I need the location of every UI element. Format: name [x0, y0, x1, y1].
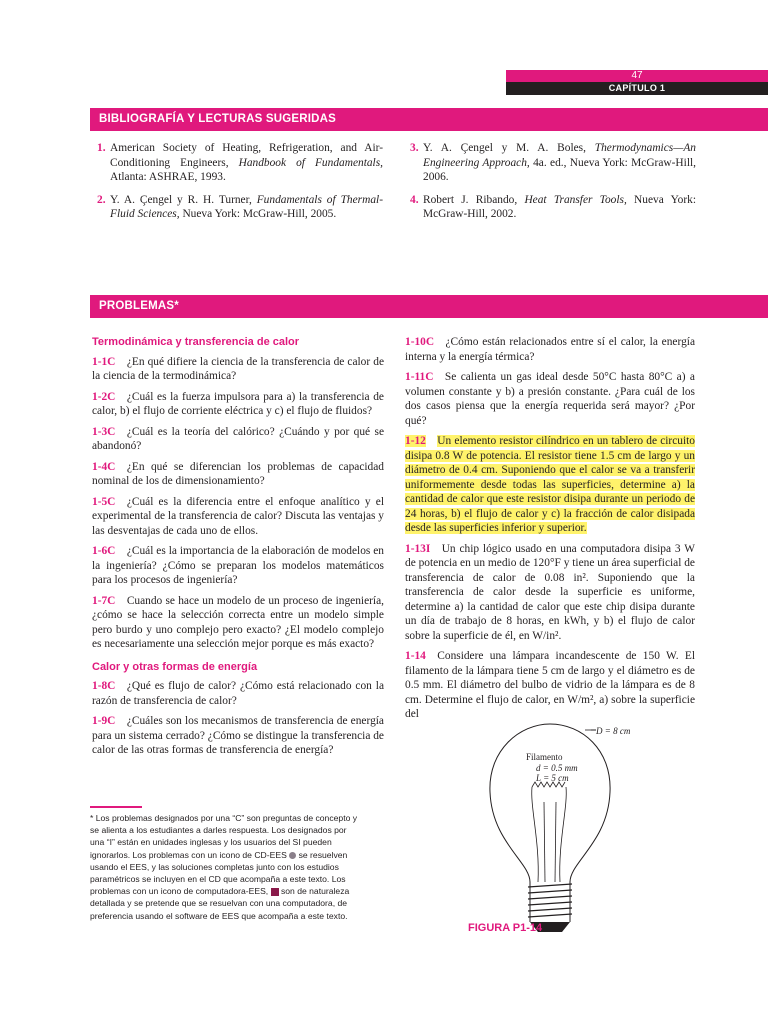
problem-text: Se calienta un gas ideal desde 50°C hasta 80°C a) a volumen constante y b) a presión constante. ¿Para cuál de los dos casos piensa que la energía requerida será mayor? ¿Por qué?	[405, 371, 695, 427]
problem-number: 1-4C	[92, 460, 116, 473]
problem-text: ¿Cuáles son los mecanismos de transferencia de energía para un sistema cerrado? ¿Cómo se distingue la transferencia de calor de las otras formas de transferencia de energía?	[92, 715, 384, 756]
footnote-rule	[90, 806, 142, 808]
footnote-text: * Los problemas designados por una “C” son preguntas de concepto y se alienta a los estudiantes a darles respuesta. Los designados por una “I” están en unidades inglesas y los usuarios del SI pueden ignorarlos. Los problemas con un icono de CD-EES	[90, 813, 358, 860]
bibliography-publisher: Nueva York: McGraw-Hill, 2005.	[179, 208, 337, 220]
bibliography-publisher: 4a. ed., Nueva York: McGraw-Hill, 2006.	[423, 156, 696, 183]
bibliography-number: 3.	[410, 142, 419, 154]
problem-number: 1-1C	[92, 355, 116, 368]
problem-item	[92, 679, 384, 708]
problems-right-column	[405, 335, 695, 728]
problem-list	[92, 679, 384, 758]
diameter-label: D = 8 cm	[596, 726, 631, 736]
bibliography-text: American Society of Heating, Refrigeration, and Air-Conditioning Engineers,	[110, 142, 383, 169]
problem-text: ¿Cuál es la fuerza impulsora para a) la transferencia de calor, b) el flujo de corriente eléctrica y c) el flujo de fluidos?	[92, 390, 384, 417]
problem-item	[92, 460, 384, 489]
problem-item	[405, 649, 695, 722]
bibliography-heading: BIBLIOGRAFÍA Y LECTURAS SUGERIDAS	[90, 108, 768, 131]
problem-text: ¿Cuál es la teoría del calórico? ¿Cuándo y por qué se abandonó?	[92, 425, 384, 452]
filament-diameter-label: d = 0.5 mm	[536, 763, 578, 773]
bibliography-item	[410, 141, 696, 185]
bibliography-number: 2.	[97, 193, 106, 206]
section-heading: Calor y otras formas de energía	[92, 660, 258, 673]
bibliography-title: Fundamentals of Thermal-Fluid Sciences,	[110, 193, 383, 220]
filament-label: Filamento	[526, 752, 563, 762]
problem-item	[405, 434, 695, 536]
problem-item	[92, 544, 384, 588]
problem-number: 1-10C	[405, 336, 435, 348]
problem-item	[405, 370, 695, 428]
chapter-label: CAPÍTULO 1	[506, 82, 768, 95]
problem-item	[92, 355, 384, 384]
bibliography-item	[97, 193, 383, 222]
bibliography-left-column	[97, 141, 383, 230]
filament-length-label: L = 5 cm	[536, 773, 569, 783]
page-number: 47	[506, 70, 768, 82]
bibliography-right-column	[410, 141, 696, 230]
problem-text: Considere una lámpara incandescente de 150 W. El filamento de la lámpara tiene 5 cm de largo y el diámetro es de 0.5 mm. El diámetro del bulbo de vidrio de la lámpara es de 8 cm. Determine el flujo de calor, en W/m², a) sobre la superficie del	[405, 650, 695, 720]
light-bulb-figure	[460, 712, 670, 932]
bibliography-publisher: Nueva York: McGraw-Hill, 2002.	[423, 193, 697, 220]
footnote-text: son de naturaleza detallada y se pretende que se resuelvan con una computadora, de preferencia usando el software de EES que acompaña a este texto.	[90, 886, 350, 921]
problem-item	[92, 495, 384, 539]
problem-number: 1-3C	[92, 425, 116, 438]
bibliography-text: Y. A. Çengel y R. H. Turner,	[110, 193, 257, 206]
problem-text: Un elemento resistor cilíndrico en un tablero de circuito disipa 0.8 W de potencia. El resistor tiene 1.5 cm de largo y un diámetro de 0.4 cm. Suponiendo que el calor se va a transferir uniformemente desde todas las superficies, determine a) la cantidad de calor que este resistor disipa durante un periodo de 24 horas, b) el flujo de calor y c) la fracción de calor disipada desde las superficies inferior y superior.	[405, 435, 695, 534]
problem-item	[92, 594, 384, 652]
bibliography-number: 1.	[97, 142, 106, 154]
problem-number: 1-14	[405, 650, 426, 662]
bibliography-number: 4.	[410, 193, 419, 206]
problem-number: 1-9C	[92, 715, 116, 727]
problem-number: 1-5C	[92, 495, 116, 508]
bibliography-publisher: Atlanta: ASHRAE, 1993.	[110, 171, 226, 183]
problem-item	[92, 425, 384, 454]
problem-text: Un chip lógico usado en una computadora disipa 3 W de potencia en un medio de 120°F y tiene un área superficial de transferencia de calor de 0.08 in². Suponiendo que la transferencia de calor desde la superficie es uniforme, determine a) la cantidad de calor que este chip disipa durante un día de trabajo de 8 horas, en kWh, y b) el flujo de calor sobre la superficie de él, en W/in².	[405, 542, 695, 642]
bibliography-item	[97, 141, 383, 185]
bibliography-item	[410, 193, 696, 222]
problem-number: 1-11C	[405, 371, 434, 383]
bibliography-title: Heat Transfer Tools,	[524, 193, 627, 206]
problem-text: ¿Cómo están relacionados entre sí el calor, la energía interna y la energía térmica?	[405, 336, 695, 363]
bibliography-title: Handbook of Fundamentals,	[238, 156, 383, 169]
problem-list	[405, 335, 695, 722]
problem-number: 1-8C	[92, 680, 116, 692]
footnote	[90, 812, 362, 922]
problem-text: ¿Cuál es la importancia de la elaboración de modelos en la ingeniería? ¿Cómo se preparan los modelos matemáticos para los procesos de ingeniería?	[92, 545, 384, 586]
problem-number: 1-7C	[92, 594, 116, 607]
problem-item	[92, 390, 384, 419]
figure-caption: FIGURA P1-14	[468, 922, 543, 934]
computer-ees-icon	[271, 888, 279, 896]
problem-text: ¿Qué es flujo de calor? ¿Cómo está relacionado con la razón de transferencia de calor?	[92, 680, 384, 707]
footnote-text: se resuelven usando el EES, y las soluciones completas junto con los estudios paramétricos se incluyen en el CD que acompaña a este texto. Los problemas con un icono de computadora-EES,	[90, 849, 348, 897]
problem-text: ¿Cuál es la diferencia entre el enfoque analítico y el experimental de la transferencia de calor? Discuta las ventajas y las desventajas de cada uno de ellos.	[92, 495, 384, 537]
problem-number: 1-2C	[92, 390, 116, 403]
section-heading: Termodinámica y transferencia de calor	[92, 336, 300, 348]
bibliography-title: Thermodynamics—An Engineering Approach,	[423, 142, 696, 169]
problem-number: 1-12	[405, 435, 426, 447]
problem-text: ¿En qué difiere la ciencia de la transferencia de calor de la ciencia de la termodinámica?	[92, 355, 384, 382]
bibliography-text: Y. A. Çengel y M. A. Boles,	[423, 142, 595, 154]
problems-left-column	[92, 335, 384, 764]
problem-item	[405, 542, 695, 644]
problem-text: Cuando se hace un modelo de un proceso de ingeniería, ¿cómo se hace la selección correcta entre un modelo simple pero burdo y uno complejo pero exacto? ¿El modelo complejo es necesariamente una selección mejor porque es más exacto?	[92, 594, 384, 650]
problem-item	[405, 335, 695, 364]
problem-item	[92, 714, 384, 758]
problem-list	[92, 355, 384, 652]
problem-text: ¿En qué se diferencian los problemas de capacidad nominal de los de dimensionamiento?	[92, 460, 384, 487]
problem-number: 1-6C	[92, 545, 116, 557]
bibliography-text: Robert J. Ribando,	[423, 193, 525, 206]
problem-number: 1-13I	[405, 542, 431, 555]
problems-heading: PROBLEMAS*	[90, 295, 768, 318]
